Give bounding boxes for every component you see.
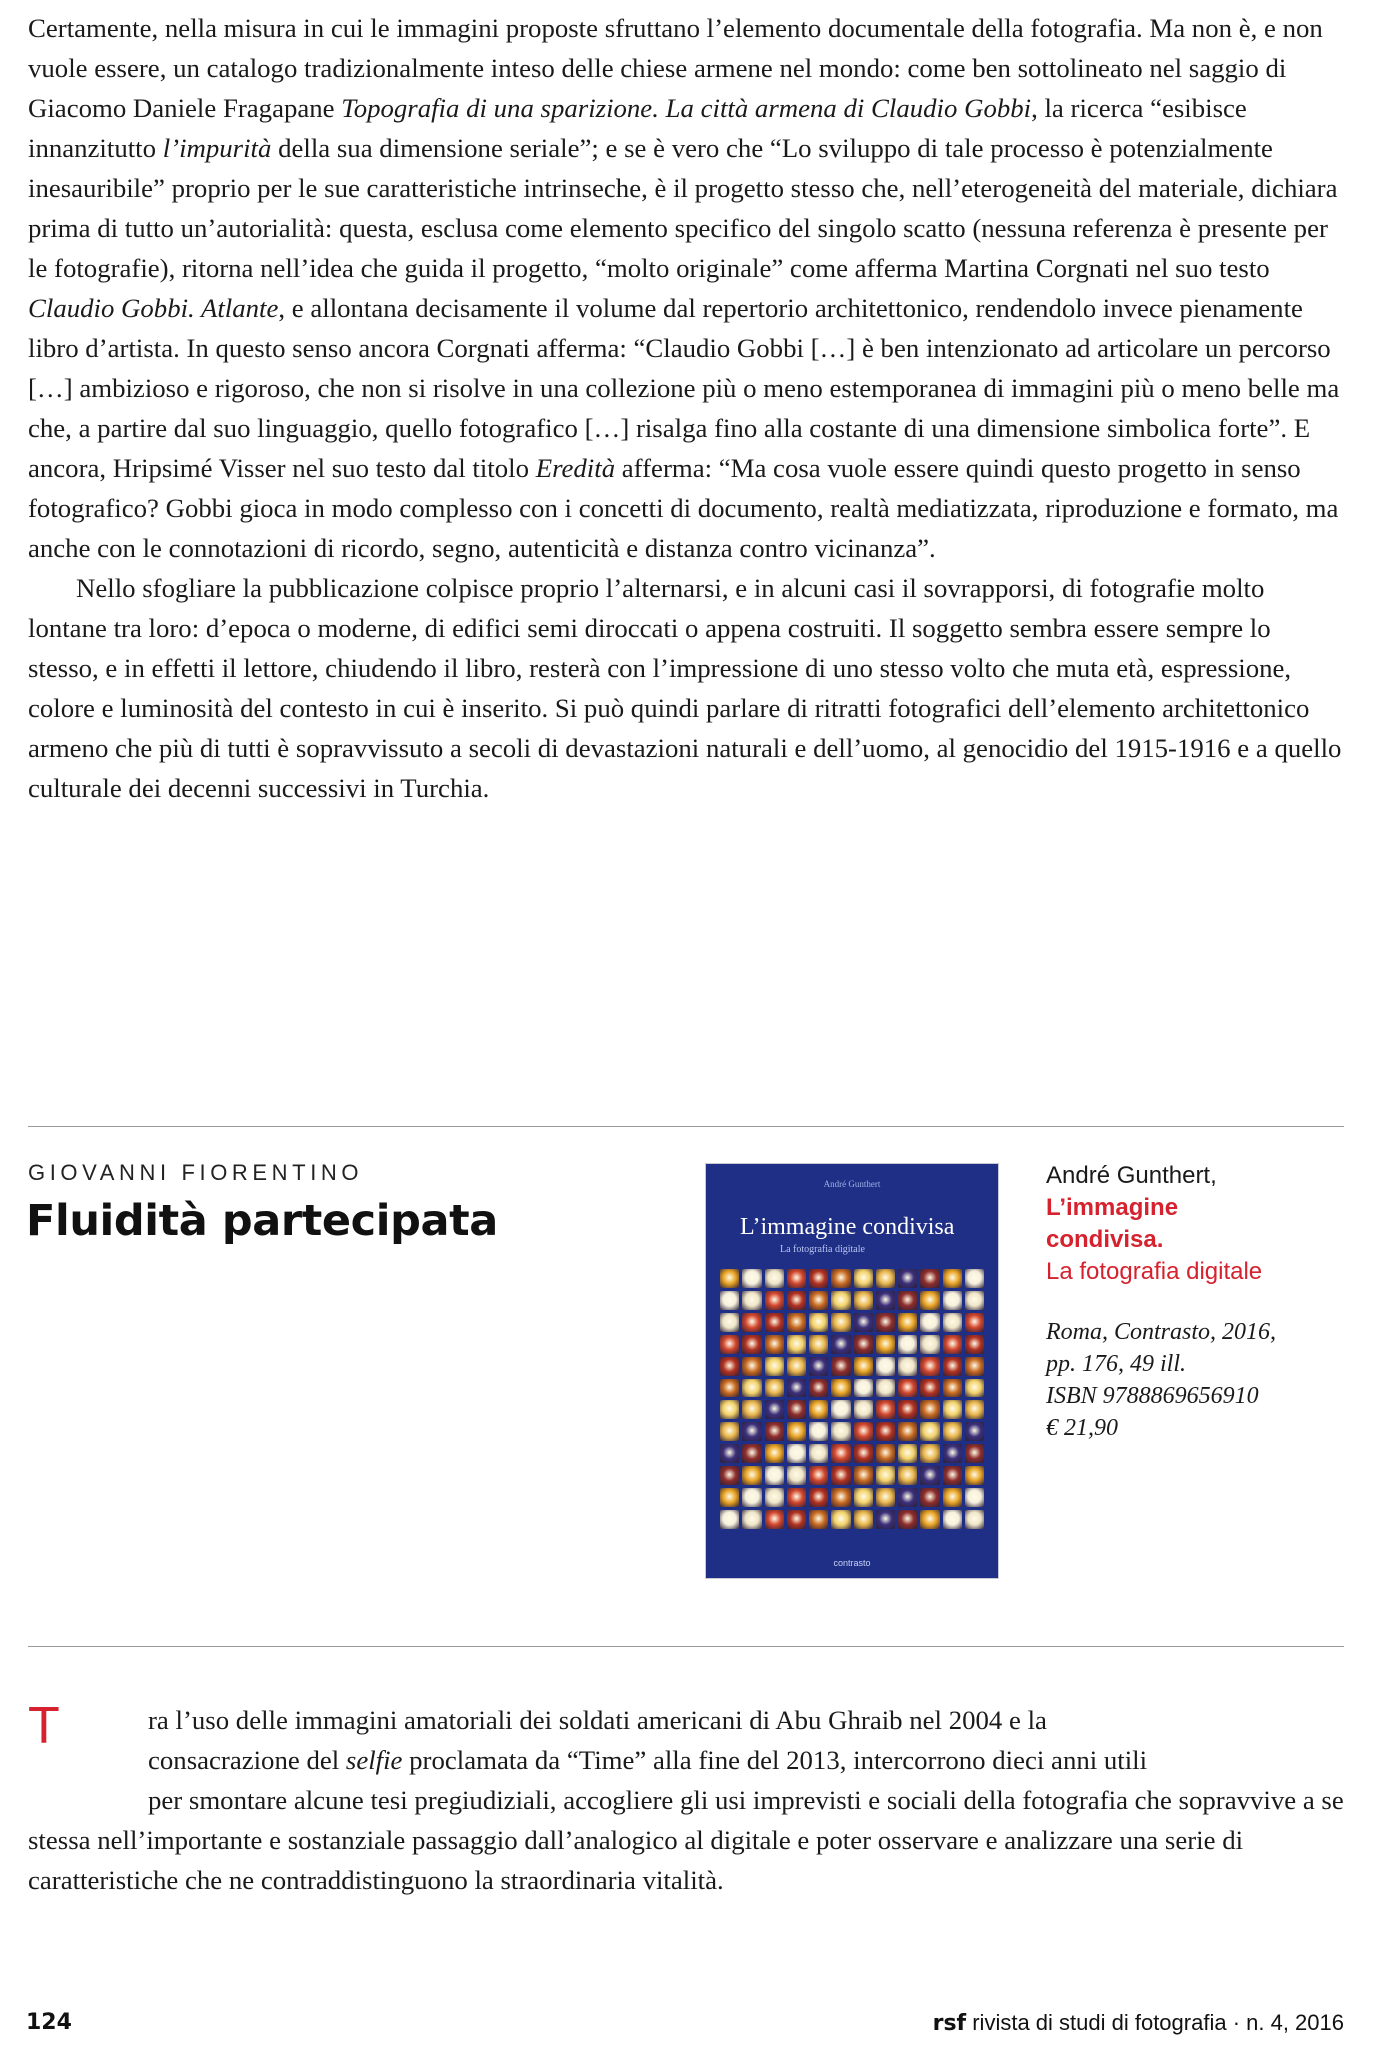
cover-mosaic-tile xyxy=(920,1400,939,1419)
cover-mosaic-tile xyxy=(831,1444,850,1463)
italic-text: Topografia di una sparizione. La città armena di Claudio Gobbi xyxy=(341,93,1032,123)
cover-publisher: contrasto xyxy=(833,1558,871,1568)
cover-mosaic-tile xyxy=(809,1269,828,1288)
cover-mosaic-tile xyxy=(742,1466,761,1485)
cover-mosaic-tile xyxy=(854,1466,873,1485)
cover-mosaic-tile xyxy=(898,1269,917,1288)
cover-mosaic-tile xyxy=(920,1379,939,1398)
cover-photo-mosaic xyxy=(720,1269,984,1529)
cover-mosaic-tile xyxy=(920,1444,939,1463)
cover-mosaic-tile xyxy=(965,1400,984,1419)
section-divider-bottom xyxy=(28,1646,1344,1647)
text-run: della sua dimensione seriale”; e se è vero che “Lo sviluppo di tale processo è potenzialmente inesauribile” proprio per le sue caratteristiche intrinseche, è il progetto stesso che, nell’eterogeneità del materiale, dichiara prima di tutto un’autorialità: questa, esclusa come elemento specifico del singolo scatto (nessuna referenza è presente per le fotografie), ritorna nell’idea che guida il progetto, “molto originale” come afferma Martina Corgnati nel suo testo xyxy=(28,133,1338,283)
cover-mosaic-tile xyxy=(720,1488,739,1507)
cover-mosaic-tile xyxy=(809,1510,828,1529)
cover-mosaic-tile xyxy=(943,1400,962,1419)
cover-mosaic-tile xyxy=(920,1291,939,1310)
cover-mosaic-tile xyxy=(876,1379,895,1398)
cover-mosaic-tile xyxy=(831,1269,850,1288)
cover-mosaic-tile xyxy=(876,1313,895,1332)
cover-mosaic-tile xyxy=(809,1357,828,1376)
cover-mosaic-tile xyxy=(965,1510,984,1529)
cover-mosaic-tile xyxy=(965,1379,984,1398)
cover-mosaic-tile xyxy=(876,1488,895,1507)
cover-mosaic-tile xyxy=(765,1444,784,1463)
cover-mosaic-tile xyxy=(943,1313,962,1332)
cover-mosaic-tile xyxy=(943,1291,962,1310)
cover-mosaic-tile xyxy=(965,1291,984,1310)
cover-mosaic-tile xyxy=(854,1379,873,1398)
cover-mosaic-tile xyxy=(898,1379,917,1398)
cover-mosaic-tile xyxy=(765,1488,784,1507)
cover-mosaic-tile xyxy=(742,1400,761,1419)
cover-mosaic-tile xyxy=(831,1466,850,1485)
cover-mosaic-tile xyxy=(765,1510,784,1529)
cover-mosaic-tile xyxy=(965,1313,984,1332)
cover-mosaic-tile xyxy=(898,1291,917,1310)
journal-abbr: rsf xyxy=(932,2011,967,2036)
cover-mosaic-tile xyxy=(809,1313,828,1332)
cover-mosaic-tile xyxy=(809,1291,828,1310)
cover-mosaic-tile xyxy=(920,1488,939,1507)
cover-mosaic-tile xyxy=(720,1400,739,1419)
cover-mosaic-tile xyxy=(898,1335,917,1354)
cover-mosaic-tile xyxy=(854,1269,873,1288)
book-details xyxy=(1046,1160,1346,1444)
cover-mosaic-tile xyxy=(831,1291,850,1310)
cover-mosaic-tile xyxy=(742,1313,761,1332)
cover-mosaic-tile xyxy=(943,1444,962,1463)
article-paragraph-1 xyxy=(28,8,1344,568)
cover-mosaic-tile xyxy=(943,1466,962,1485)
cover-mosaic-tile xyxy=(765,1400,784,1419)
section-divider-top xyxy=(28,1126,1344,1127)
text-run: afferma: “Ma cosa vuole essere quindi questo progetto in senso fotografico? Gobbi gioca in modo complesso con i concetti di documento, realtà mediatizzata, riproduzione e formato, ma anche con le connotazioni di ricordo, segno, autenticità e distanza contro vicinanza”. xyxy=(28,453,1339,563)
cover-mosaic-tile xyxy=(965,1335,984,1354)
cover-mosaic-tile xyxy=(787,1291,806,1310)
cover-mosaic-tile xyxy=(943,1510,962,1529)
cover-mosaic-tile xyxy=(787,1510,806,1529)
cover-mosaic-tile xyxy=(787,1422,806,1441)
cover-mosaic-tile xyxy=(742,1488,761,1507)
cover-mosaic-tile xyxy=(765,1357,784,1376)
cover-mosaic-tile xyxy=(787,1400,806,1419)
cover-mosaic-tile xyxy=(720,1444,739,1463)
cover-mosaic-tile xyxy=(920,1422,939,1441)
cover-mosaic-tile xyxy=(742,1379,761,1398)
cover-mosaic-tile xyxy=(787,1313,806,1332)
cover-mosaic-tile xyxy=(765,1422,784,1441)
cover-mosaic-tile xyxy=(809,1444,828,1463)
italic-text: Claudio Gobbi. Atlante xyxy=(28,293,279,323)
cover-mosaic-tile xyxy=(920,1269,939,1288)
cover-mosaic-tile xyxy=(943,1335,962,1354)
cover-mosaic-tile xyxy=(765,1379,784,1398)
review-author: GIOVANNI FIORENTINO xyxy=(28,1160,364,1185)
book-author: André Gunthert, xyxy=(1046,1162,1217,1189)
cover-mosaic-tile xyxy=(965,1488,984,1507)
cover-mosaic-tile xyxy=(720,1379,739,1398)
cover-mosaic-tile xyxy=(920,1313,939,1332)
cover-mosaic-tile xyxy=(854,1488,873,1507)
cover-mosaic-tile xyxy=(898,1357,917,1376)
cover-mosaic-tile xyxy=(831,1400,850,1419)
book-subtitle: La fotografia digitale xyxy=(1046,1258,1263,1285)
cover-mosaic-tile xyxy=(765,1466,784,1485)
text-run: , e allontana decisamente il volume dal repertorio architettonico, rendendolo invece pienamente libro d’artista. In questo senso ancora Corgnati afferma: “Claudio Gobbi […] è ben intenzionato ad articolare un percorso […] ambizioso e rigoroso, che non si risolve in una collezione più o meno estemporanea di immagini più o meno belle ma che, a partire dal suo linguaggio, quello fotografico […] risalga fino alla costante di una dimensione simbolica forte”. E ancora, Hripsimé Visser nel suo testo dal titolo xyxy=(28,293,1340,483)
cover-mosaic-tile xyxy=(809,1488,828,1507)
cover-mosaic-tile xyxy=(742,1510,761,1529)
cover-mosaic-tile xyxy=(787,1444,806,1463)
cover-mosaic-tile xyxy=(898,1488,917,1507)
publication-line: € 21,90 xyxy=(1046,1415,1118,1441)
italic-text: Eredità xyxy=(535,453,616,483)
cover-mosaic-tile xyxy=(720,1422,739,1441)
cover-mosaic-tile xyxy=(920,1510,939,1529)
cover-mosaic-tile xyxy=(720,1510,739,1529)
cover-mosaic-tile xyxy=(809,1422,828,1441)
journal-footer xyxy=(933,2010,1344,2036)
cover-mosaic-tile xyxy=(831,1422,850,1441)
cover-mosaic-tile xyxy=(720,1466,739,1485)
cover-mosaic-tile xyxy=(742,1291,761,1310)
cover-mosaic-tile xyxy=(876,1444,895,1463)
cover-mosaic-tile xyxy=(765,1269,784,1288)
cover-mosaic-tile xyxy=(787,1269,806,1288)
review-body-rest: per smontare alcune tesi pregiudiziali, accogliere gli usi imprevisti e sociali della fotografia che sopravvive a se stessa nell’importante e sostanziale passaggio dall’analogico al digitale e poter osservare e analizzare una serie di caratteristiche che ne contraddistinguono la straordinaria vitalità. xyxy=(28,1785,1344,1895)
cover-mosaic-tile xyxy=(943,1379,962,1398)
review-body xyxy=(28,1697,1344,1900)
text-run: Certamente, nella misura in cui le immagini proposte sfruttano l’elemento documentale della fotografia. Ma non è, e non vuole essere, un catalogo tradizionalmente inteso delle chiese armene nel mondo: come ben sottolineato nel saggio di Giacomo Daniele Fragapane xyxy=(28,13,1323,123)
text-run: , la ricerca “esibisce innanzitutto xyxy=(28,93,1247,163)
cover-mosaic-tile xyxy=(787,1488,806,1507)
cover-mosaic-tile xyxy=(965,1422,984,1441)
cover-subtitle: La fotografia digitale xyxy=(780,1244,865,1255)
cover-mosaic-tile xyxy=(720,1335,739,1354)
cover-author: André Gunthert xyxy=(823,1179,881,1189)
publication-line: Roma, Contrasto, 2016, xyxy=(1046,1319,1277,1345)
cover-mosaic-tile xyxy=(787,1357,806,1376)
cover-title: L’immagine condivisa xyxy=(740,1214,955,1240)
book-publication-info xyxy=(1046,1316,1346,1444)
cover-mosaic-tile xyxy=(876,1335,895,1354)
book-cover-image xyxy=(706,1164,998,1578)
review-body-line-1: ra l’uso delle immagini amatoriali dei soldati americani di Abu Ghraib nel 2004 e la xyxy=(148,1705,1047,1735)
page-number: 124 xyxy=(26,2010,72,2035)
cover-mosaic-tile xyxy=(809,1335,828,1354)
cover-mosaic-tile xyxy=(965,1357,984,1376)
cover-mosaic-tile xyxy=(809,1379,828,1398)
cover-mosaic-tile xyxy=(720,1313,739,1332)
cover-mosaic-tile xyxy=(876,1510,895,1529)
cover-mosaic-tile xyxy=(742,1335,761,1354)
cover-mosaic-tile xyxy=(876,1466,895,1485)
cover-mosaic-tile xyxy=(831,1313,850,1332)
cover-mosaic-tile xyxy=(876,1269,895,1288)
cover-mosaic-tile xyxy=(965,1269,984,1288)
cover-mosaic-tile xyxy=(876,1400,895,1419)
cover-mosaic-tile xyxy=(943,1488,962,1507)
review-title: Fluidità partecipata xyxy=(26,1196,498,1246)
cover-mosaic-tile xyxy=(742,1357,761,1376)
cover-mosaic-tile xyxy=(854,1444,873,1463)
cover-mosaic-tile xyxy=(831,1488,850,1507)
cover-mosaic-tile xyxy=(720,1269,739,1288)
cover-mosaic-tile xyxy=(787,1466,806,1485)
cover-mosaic-tile xyxy=(854,1422,873,1441)
book-title-line-2: condivisa. xyxy=(1046,1226,1164,1253)
publication-line: pp. 176, 49 ill. xyxy=(1046,1351,1187,1377)
cover-mosaic-tile xyxy=(920,1335,939,1354)
cover-mosaic-tile xyxy=(831,1357,850,1376)
cover-mosaic-tile xyxy=(809,1466,828,1485)
publication-line: ISBN 9788869656910 xyxy=(1046,1383,1259,1409)
cover-mosaic-tile xyxy=(920,1357,939,1376)
cover-mosaic-tile xyxy=(787,1335,806,1354)
cover-mosaic-tile xyxy=(809,1400,828,1419)
cover-mosaic-tile xyxy=(854,1335,873,1354)
cover-mosaic-tile xyxy=(831,1335,850,1354)
cover-mosaic-tile xyxy=(943,1357,962,1376)
cover-mosaic-tile xyxy=(854,1400,873,1419)
journal-name: rivista di studi di fotografia · n. 4, 2016 xyxy=(972,2010,1344,2035)
cover-mosaic-tile xyxy=(720,1291,739,1310)
cover-mosaic-tile xyxy=(854,1510,873,1529)
cover-mosaic-tile xyxy=(965,1466,984,1485)
cover-mosaic-tile xyxy=(920,1466,939,1485)
book-title-line-1: L’immagine xyxy=(1046,1194,1179,1221)
cover-mosaic-tile xyxy=(720,1357,739,1376)
cover-mosaic-tile xyxy=(898,1466,917,1485)
cover-mosaic-tile xyxy=(831,1510,850,1529)
cover-mosaic-tile xyxy=(831,1379,850,1398)
cover-mosaic-tile xyxy=(854,1313,873,1332)
cover-mosaic-tile xyxy=(965,1444,984,1463)
cover-mosaic-tile xyxy=(898,1444,917,1463)
cover-mosaic-tile xyxy=(876,1357,895,1376)
text-run: proclamata da “Time” alla fine del 2013, intercorrono dieci anni utili xyxy=(402,1745,1148,1775)
cover-mosaic-tile xyxy=(787,1379,806,1398)
article-continuation xyxy=(28,8,1344,808)
cover-mosaic-tile xyxy=(943,1269,962,1288)
cover-mosaic-tile xyxy=(742,1422,761,1441)
cover-mosaic-tile xyxy=(742,1444,761,1463)
cover-mosaic-tile xyxy=(898,1400,917,1419)
cover-mosaic-tile xyxy=(765,1291,784,1310)
cover-mosaic-tile xyxy=(898,1510,917,1529)
cover-mosaic-tile xyxy=(854,1291,873,1310)
cover-mosaic-tile xyxy=(876,1291,895,1310)
cover-mosaic-tile xyxy=(898,1313,917,1332)
article-paragraph-2: Nello sfogliare la pubblicazione colpisce proprio l’alternarsi, e in alcuni casi il sovrapporsi, di fotografie molto lontane tra loro: d’epoca o moderne, di edifici semi diroccati o appena costruiti. Il soggetto sembra essere sempre lo stesso, e in effetti il lettore, chiudendo il libro, resterà con l’impressione di uno stesso volto che muta età, espressione, colore e luminosità del contesto in cui è inserito. Si può quindi parlare di ritratti fotografici dell’elemento architettonico armeno che più di tutti è sopravvissuto a secoli di devastazioni naturali e dell’uomo, al genocidio del 1915-1916 e a quello culturale dei decenni successivi in Turchia. xyxy=(28,573,1342,803)
cover-mosaic-tile xyxy=(876,1422,895,1441)
italic-text: l’impurità xyxy=(162,133,272,163)
drop-cap: T xyxy=(28,1697,60,1755)
text-run: consacrazione del xyxy=(148,1745,346,1775)
cover-mosaic-tile xyxy=(765,1335,784,1354)
cover-mosaic-tile xyxy=(898,1422,917,1441)
cover-mosaic-tile xyxy=(765,1313,784,1332)
review-body-line-2 xyxy=(28,1740,1344,1780)
cover-mosaic-tile xyxy=(742,1269,761,1288)
italic-text: selfie xyxy=(345,1745,403,1775)
cover-mosaic-tile xyxy=(943,1422,962,1441)
cover-mosaic-tile xyxy=(854,1357,873,1376)
